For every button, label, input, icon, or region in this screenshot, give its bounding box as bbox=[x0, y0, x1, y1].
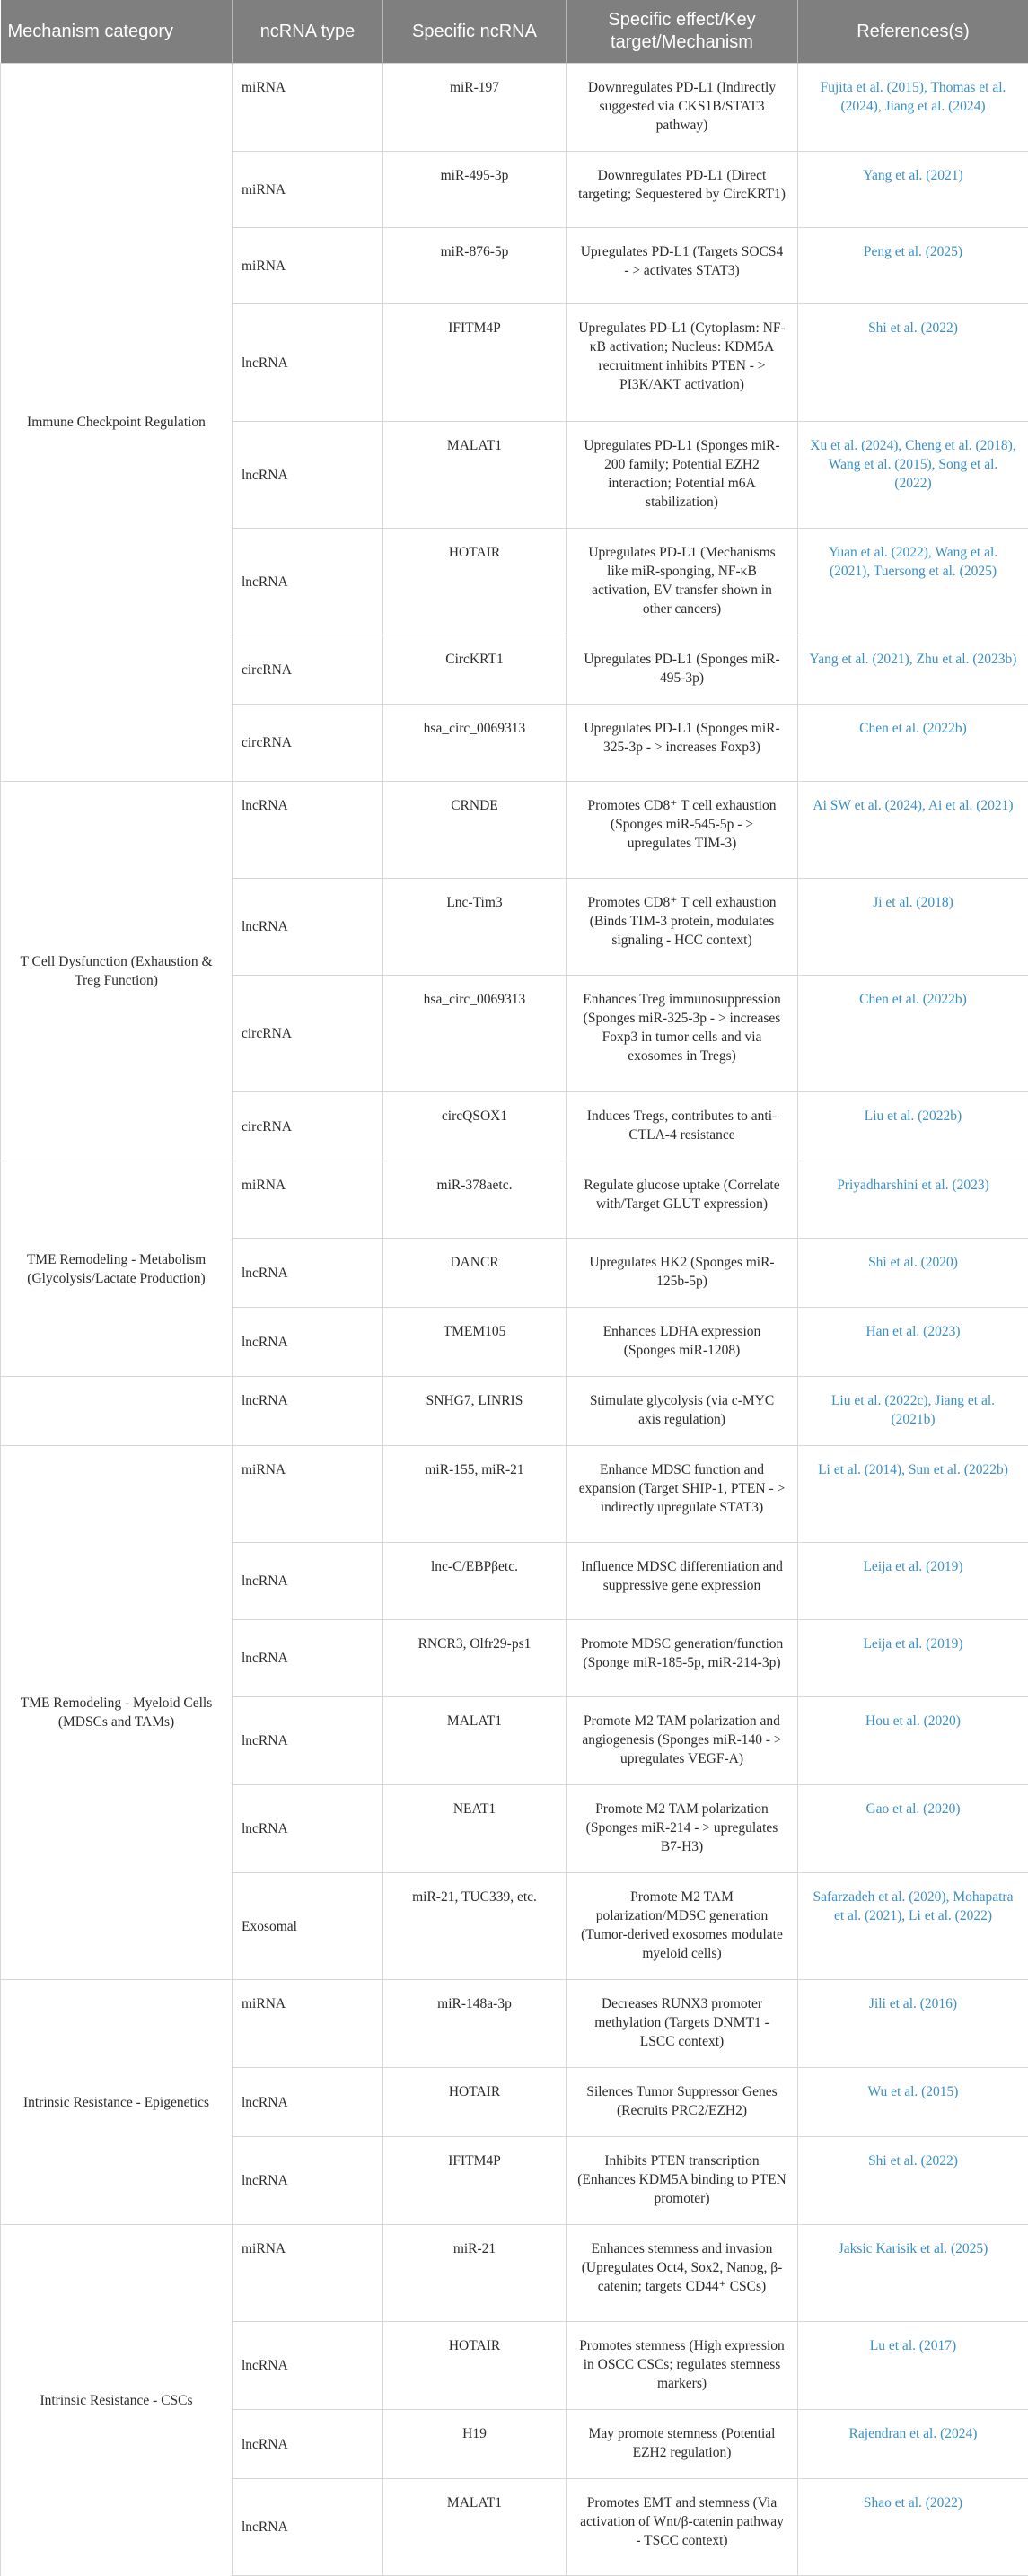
effect-cell: Upregulates PD-L1 (Sponges miR-200 family; Potential EZH2 interaction; Potential m6A stabilization) bbox=[567, 422, 798, 529]
reference-link[interactable]: Peng et al. (2025) bbox=[798, 228, 1028, 304]
reference-link[interactable]: Yang et al. (2021), Zhu et al. (2023b) bbox=[798, 635, 1028, 705]
header-effect-mechanism: Specific effect/Key target/Mechanism bbox=[567, 0, 798, 64]
effect-cell: Decreases RUNX3 promoter methylation (Targets DNMT1 - LSCC context) bbox=[567, 1980, 798, 2068]
ncrna-type-cell: circRNA bbox=[233, 635, 383, 705]
effect-cell: Promote MDSC generation/function (Sponge miR-185-5p, miR-214-3p) bbox=[567, 1620, 798, 1697]
ncrna-name-cell: miR-495-3p bbox=[383, 152, 567, 228]
ncrna-type-cell: lncRNA bbox=[233, 529, 383, 635]
ncrna-name-cell: NEAT1 bbox=[383, 1785, 567, 1873]
ncrna-name-cell: miR-378aetc. bbox=[383, 1161, 567, 1239]
category-cell: Intrinsic Resistance - Epigenetics bbox=[1, 1980, 233, 2225]
reference-link[interactable]: Gao et al. (2020) bbox=[798, 1785, 1028, 1873]
reference-link[interactable]: Xu et al. (2024), Cheng et al. (2018), Wang et al. (2015), Song et al. (2022) bbox=[798, 422, 1028, 529]
reference-link[interactable]: Jaksic Karisik et al. (2025) bbox=[798, 2225, 1028, 2322]
ncrna-name-cell: Lnc-Tim3 bbox=[383, 879, 567, 976]
effect-cell: Promote M2 TAM polarization (Sponges miR-214 - > upregulates B7-H3) bbox=[567, 1785, 798, 1873]
reference-link[interactable]: Liu et al. (2022c), Jiang et al. (2021b) bbox=[798, 1377, 1028, 1446]
ncrna-type-cell: miRNA bbox=[233, 228, 383, 304]
reference-link[interactable]: Fujita et al. (2015), Thomas et al. (2024), Jiang et al. (2024) bbox=[798, 64, 1028, 152]
category-cell bbox=[1, 1377, 233, 1446]
ncrna-name-cell: HOTAIR bbox=[383, 2322, 567, 2410]
reference-link[interactable]: Shi et al. (2022) bbox=[798, 2137, 1028, 2225]
reference-link[interactable]: Shao et al. (2022) bbox=[798, 2479, 1028, 2576]
effect-cell: Upregulates PD-L1 (Cytoplasm: NF-κB activation; Nucleus: KDM5A recruitment inhibits PTEN - > PI3K/AKT activation) bbox=[567, 304, 798, 422]
header-mechanism-category: Mechanism category bbox=[1, 0, 233, 64]
ncrna-type-cell: circRNA bbox=[233, 705, 383, 782]
reference-link[interactable]: Ji et al. (2018) bbox=[798, 879, 1028, 976]
reference-link[interactable]: Jili et al. (2016) bbox=[798, 1980, 1028, 2068]
table-row bbox=[1, 1446, 1028, 1543]
ncrna-type-cell: lncRNA bbox=[233, 1377, 383, 1446]
effect-cell: Induces Tregs, contributes to anti-CTLA-4 resistance bbox=[567, 1092, 798, 1161]
category-cell: TME Remodeling - Myeloid Cells (MDSCs and TAMs) bbox=[1, 1446, 233, 1980]
ncrna-type-cell: lncRNA bbox=[233, 879, 383, 976]
ncrna-type-cell: lncRNA bbox=[233, 2479, 383, 2576]
table-row bbox=[1, 64, 1028, 152]
effect-cell: Inhibits PTEN transcription (Enhances KDM5A binding to PTEN promoter) bbox=[567, 2137, 798, 2225]
header-ncrna-type: ncRNA type bbox=[233, 0, 383, 64]
effect-cell: Downregulates PD-L1 (Indirectly suggested via CKS1B/STAT3 pathway) bbox=[567, 64, 798, 152]
ncrna-name-cell: HOTAIR bbox=[383, 529, 567, 635]
header-specific-ncrna: Specific ncRNA bbox=[383, 0, 567, 64]
effect-cell: Promotes CD8⁺ T cell exhaustion (Sponges miR-545-5p - > upregulates TIM-3) bbox=[567, 782, 798, 879]
ncrna-type-cell: lncRNA bbox=[233, 1620, 383, 1697]
ncrna-name-cell: miR-876-5p bbox=[383, 228, 567, 304]
ncrna-type-cell: lncRNA bbox=[233, 1543, 383, 1620]
ncrna-name-cell: CRNDE bbox=[383, 782, 567, 879]
effect-cell: Upregulates PD-L1 (Sponges miR-495-3p) bbox=[567, 635, 798, 705]
ncrna-type-cell: circRNA bbox=[233, 976, 383, 1092]
ncrna-name-cell: miR-148a-3p bbox=[383, 1980, 567, 2068]
effect-cell: Upregulates PD-L1 (Targets SOCS4 - > activates STAT3) bbox=[567, 228, 798, 304]
ncrna-name-cell: H19 bbox=[383, 2410, 567, 2479]
ncrna-name-cell: MALAT1 bbox=[383, 422, 567, 529]
effect-cell: May promote stemness (Potential EZH2 regulation) bbox=[567, 2410, 798, 2479]
reference-link[interactable]: Ai SW et al. (2024), Ai et al. (2021) bbox=[798, 782, 1028, 879]
effect-cell: Promotes EMT and stemness (Via activation of Wnt/β-catenin pathway - TSCC context) bbox=[567, 2479, 798, 2576]
table-row bbox=[1, 1980, 1028, 2068]
ncrna-type-cell: miRNA bbox=[233, 152, 383, 228]
reference-link[interactable]: Lu et al. (2017) bbox=[798, 2322, 1028, 2410]
reference-link[interactable]: Li et al. (2014), Sun et al. (2022b) bbox=[798, 1446, 1028, 1543]
ncrna-name-cell: circQSOX1 bbox=[383, 1092, 567, 1161]
ncrna-type-cell: lncRNA bbox=[233, 2068, 383, 2137]
category-cell: Immune Checkpoint Regulation bbox=[1, 64, 233, 782]
ncrna-type-cell: lncRNA bbox=[233, 1697, 383, 1785]
effect-cell: Influence MDSC differentiation and suppressive gene expression bbox=[567, 1543, 798, 1620]
effect-cell: Promote M2 TAM polarization and angiogenesis (Sponges miR-140 - > upregulates VEGF-A) bbox=[567, 1697, 798, 1785]
reference-link[interactable]: Liu et al. (2022b) bbox=[798, 1092, 1028, 1161]
reference-link[interactable]: Safarzadeh et al. (2020), Mohapatra et al. (2021), Li et al. (2022) bbox=[798, 1873, 1028, 1980]
ncrna-type-cell: lncRNA bbox=[233, 2322, 383, 2410]
table-row bbox=[1, 1161, 1028, 1239]
ncrna-type-cell: Exosomal bbox=[233, 1873, 383, 1980]
effect-cell: Enhances LDHA expression (Sponges miR-1208) bbox=[567, 1308, 798, 1377]
table-header-row bbox=[1, 0, 1028, 64]
ncrna-name-cell: HOTAIR bbox=[383, 2068, 567, 2137]
ncrna-type-cell: lncRNA bbox=[233, 782, 383, 879]
ncrna-type-cell: lncRNA bbox=[233, 304, 383, 422]
effect-cell: Promotes CD8⁺ T cell exhaustion (Binds TIM-3 protein, modulates signaling - HCC context) bbox=[567, 879, 798, 976]
ncrna-name-cell: MALAT1 bbox=[383, 1697, 567, 1785]
reference-link[interactable]: Wu et al. (2015) bbox=[798, 2068, 1028, 2137]
effect-cell: Regulate glucose uptake (Correlate with/Target GLUT expression) bbox=[567, 1161, 798, 1239]
ncrna-name-cell: IFITM4P bbox=[383, 304, 567, 422]
ncrna-name-cell: miR-21, TUC339, etc. bbox=[383, 1873, 567, 1980]
reference-link[interactable]: Shi et al. (2022) bbox=[798, 304, 1028, 422]
effect-cell: Enhances Treg immunosuppression (Sponges miR-325-3p - > increases Foxp3 in tumor cells and via exosomes in Tregs) bbox=[567, 976, 798, 1092]
table-row bbox=[1, 782, 1028, 879]
ncrna-name-cell: RNCR3, Olfr29-ps1 bbox=[383, 1620, 567, 1697]
effect-cell: Promote M2 TAM polarization/MDSC generation (Tumor-derived exosomes modulate myeloid cells) bbox=[567, 1873, 798, 1980]
ncrna-name-cell: TMEM105 bbox=[383, 1308, 567, 1377]
ncrna-type-cell: lncRNA bbox=[233, 2137, 383, 2225]
reference-link[interactable]: Priyadharshini et al. (2023) bbox=[798, 1161, 1028, 1239]
table-row bbox=[1, 2225, 1028, 2322]
reference-link[interactable]: Chen et al. (2022b) bbox=[798, 976, 1028, 1092]
ncrna-type-cell: miRNA bbox=[233, 2225, 383, 2322]
ncrna-name-cell: MALAT1 bbox=[383, 2479, 567, 2576]
reference-link[interactable]: Han et al. (2023) bbox=[798, 1308, 1028, 1377]
ncrna-name-cell: CircKRT1 bbox=[383, 635, 567, 705]
effect-cell: Stimulate glycolysis (via c-MYC axis regulation) bbox=[567, 1377, 798, 1446]
effect-cell: Upregulates HK2 (Sponges miR-125b-5p) bbox=[567, 1239, 798, 1308]
ncrna-type-cell: lncRNA bbox=[233, 2410, 383, 2479]
ncrna-type-cell: miRNA bbox=[233, 1980, 383, 2068]
ncrna-name-cell: DANCR bbox=[383, 1239, 567, 1308]
reference-link[interactable]: Leija et al. (2019) bbox=[798, 1543, 1028, 1620]
ncrna-type-cell: miRNA bbox=[233, 1446, 383, 1543]
ncrna-type-cell: lncRNA bbox=[233, 1785, 383, 1873]
category-cell: T Cell Dysfunction (Exhaustion & Treg Function) bbox=[1, 782, 233, 1161]
ncrna-name-cell: lnc-C/EBPβetc. bbox=[383, 1543, 567, 1620]
effect-cell: Upregulates PD-L1 (Sponges miR-325-3p - > increases Foxp3) bbox=[567, 705, 798, 782]
effect-cell: Promotes stemness (High expression in OSCC CSCs; regulates stemness markers) bbox=[567, 2322, 798, 2410]
reference-link[interactable]: Leija et al. (2019) bbox=[798, 1620, 1028, 1697]
ncrna-name-cell: hsa_circ_0069313 bbox=[383, 976, 567, 1092]
ncrna-name-cell: miR-197 bbox=[383, 64, 567, 152]
ncrna-type-cell: lncRNA bbox=[233, 1308, 383, 1377]
effect-cell: Silences Tumor Suppressor Genes (Recruits PRC2/EZH2) bbox=[567, 2068, 798, 2137]
ncrna-type-cell: circRNA bbox=[233, 1092, 383, 1161]
reference-link[interactable]: Hou et al. (2020) bbox=[798, 1697, 1028, 1785]
header-references: References(s) bbox=[798, 0, 1028, 64]
ncrna-name-cell: miR-21 bbox=[383, 2225, 567, 2322]
ncrna-name-cell: hsa_circ_0069313 bbox=[383, 705, 567, 782]
ncrna-type-cell: lncRNA bbox=[233, 422, 383, 529]
ncrna-type-cell: lncRNA bbox=[233, 1239, 383, 1308]
ncrna-name-cell: miR-155, miR-21 bbox=[383, 1446, 567, 1543]
reference-link[interactable]: Yuan et al. (2022), Wang et al. (2021), Tuersong et al. (2025) bbox=[798, 529, 1028, 635]
reference-link[interactable]: Yang et al. (2021) bbox=[798, 152, 1028, 228]
reference-link[interactable]: Chen et al. (2022b) bbox=[798, 705, 1028, 782]
ncrna-type-cell: miRNA bbox=[233, 1161, 383, 1239]
table-row bbox=[1, 1377, 1028, 1446]
reference-link[interactable]: Shi et al. (2020) bbox=[798, 1239, 1028, 1308]
effect-cell: Enhance MDSC function and expansion (Target SHIP-1, PTEN - > indirectly upregulate STAT3) bbox=[567, 1446, 798, 1543]
reference-link[interactable]: Rajendran et al. (2024) bbox=[798, 2410, 1028, 2479]
ncrna-type-cell: miRNA bbox=[233, 64, 383, 152]
ncrna-name-cell: SNHG7, LINRIS bbox=[383, 1377, 567, 1446]
ncrna-name-cell: IFITM4P bbox=[383, 2137, 567, 2225]
effect-cell: Enhances stemness and invasion (Upregulates Oct4, Sox2, Nanog, β-catenin; targets CD44⁺ CSCs) bbox=[567, 2225, 798, 2322]
effect-cell: Downregulates PD-L1 (Direct targeting; Sequestered by CircKRT1) bbox=[567, 152, 798, 228]
category-cell: Intrinsic Resistance - CSCs bbox=[1, 2225, 233, 2576]
category-cell: TME Remodeling - Metabolism (Glycolysis/Lactate Production) bbox=[1, 1161, 233, 1377]
effect-cell: Upregulates PD-L1 (Mechanisms like miR-sponging, NF-κB activation, EV transfer shown in other cancers) bbox=[567, 529, 798, 635]
